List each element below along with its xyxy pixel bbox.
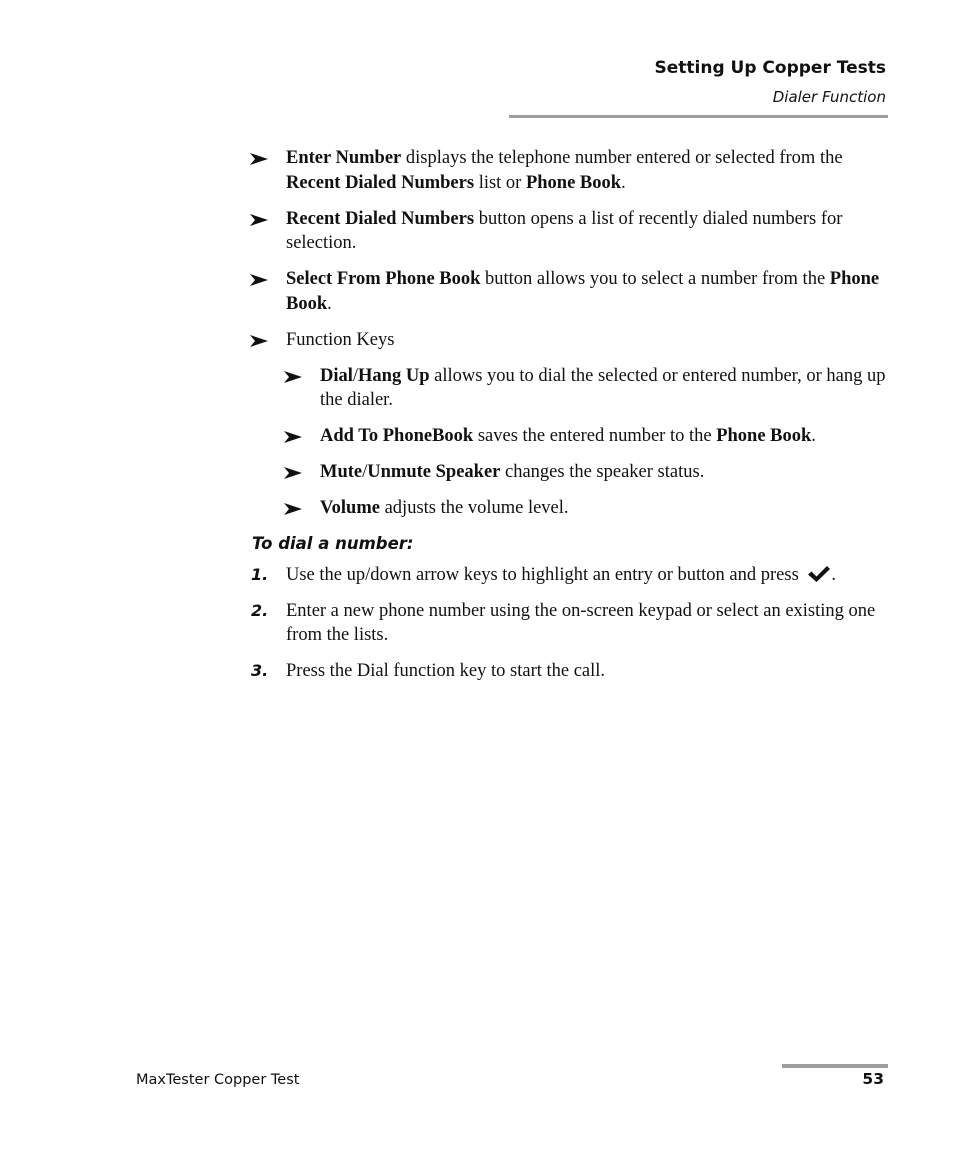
body-text: allows you to dial the selected or entered number, or hang up the dialer. — [320, 365, 886, 410]
footer-rule — [782, 1064, 888, 1068]
sub-bullet-volume — [284, 496, 890, 521]
footer-product-name: MaxTester Copper Test — [136, 1072, 300, 1088]
bullet-item-function-keys — [250, 328, 890, 353]
step-number: 3. — [251, 661, 269, 680]
header-rule — [509, 115, 888, 118]
body-text: button allows you to select a number from the — [480, 269, 830, 289]
running-header-subtitle: Dialer Function — [772, 88, 886, 106]
term: Phone Book — [525, 172, 622, 193]
sub-bullet-dial-hang-up — [284, 364, 890, 413]
term: Dial — [320, 365, 353, 386]
term: Hang Up — [358, 365, 430, 386]
body-text: adjusts the volume level. — [379, 498, 569, 518]
body-text: list or — [474, 172, 526, 193]
term: Mute — [320, 462, 363, 482]
arrowhead-bullet-icon — [284, 467, 302, 479]
arrowhead-bullet-icon — [284, 371, 302, 383]
term: Phone Book — [716, 426, 812, 446]
step-number: 1. — [251, 564, 269, 584]
term: Unmute Speaker — [367, 462, 501, 482]
bullet-item-recent-dialed — [250, 207, 890, 256]
procedure-step-3 — [250, 659, 890, 684]
step-text: Use the up/down arrow keys to highlight an entry or button and press — [286, 564, 804, 585]
procedure-title: To dial a number: — [252, 534, 414, 553]
step-text: Press the Dial function key to start the call. — [286, 661, 606, 681]
body-text: . — [811, 426, 816, 446]
term: Recent Dialed Numbers — [286, 172, 475, 193]
term: Select From Phone Book — [286, 269, 481, 289]
arrowhead-bullet-icon — [250, 274, 268, 286]
arrowhead-bullet-icon — [284, 431, 302, 443]
term: Phone Book — [286, 269, 880, 314]
body-text: displays the telephone number entered or selected from the — [401, 148, 843, 168]
sub-bullet-mute-unmute — [284, 460, 890, 485]
arrowhead-bullet-icon — [250, 335, 268, 347]
bullet-item-select-phone-book — [250, 267, 890, 316]
body-text: Function Keys — [286, 329, 395, 350]
step-text-end: . — [831, 564, 837, 585]
term: Enter Number — [286, 148, 402, 168]
running-header-title: Setting Up Copper Tests — [654, 58, 886, 78]
checkmark-icon — [807, 565, 831, 583]
body-text: . — [327, 293, 332, 314]
body-text: saves the entered number to the — [473, 426, 717, 446]
term: Add To PhoneBook — [320, 426, 474, 446]
body-text: . — [621, 172, 626, 193]
bullet-item-enter-number — [250, 146, 890, 195]
page-content — [250, 146, 890, 695]
body-text: changes the speaker status. — [500, 462, 705, 482]
arrowhead-bullet-icon — [250, 214, 268, 226]
term: Recent Dialed Numbers — [286, 208, 475, 229]
step-text: Enter a new phone number using the on-screen keypad or select an existing one from the lists. — [286, 600, 876, 645]
step-number: 2. — [251, 600, 269, 620]
term: Volume — [320, 498, 380, 518]
sub-bullet-add-to-phonebook — [284, 424, 890, 449]
arrowhead-bullet-icon — [250, 153, 268, 165]
procedure-step-2 — [250, 599, 890, 648]
body-text: / — [362, 462, 368, 482]
procedure-step-1 — [250, 563, 890, 588]
body-text: button opens a list of recently dialed numbers for selection. — [286, 208, 843, 253]
page-number: 53 — [862, 1070, 884, 1088]
body-text: / — [352, 365, 359, 386]
arrowhead-bullet-icon — [284, 503, 302, 515]
